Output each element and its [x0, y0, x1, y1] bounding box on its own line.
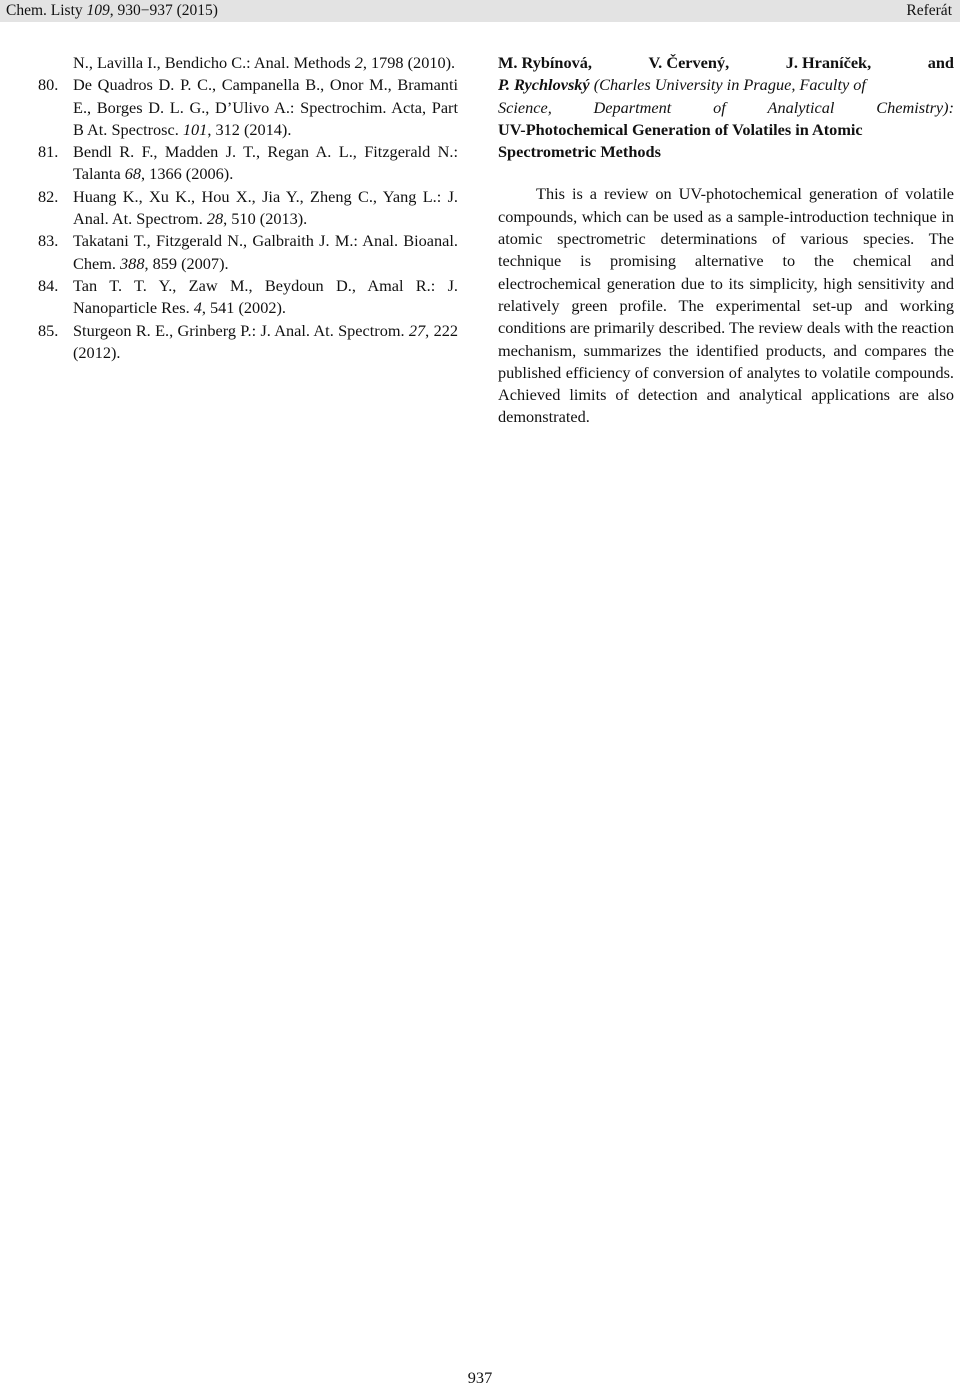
- reference-continued: N., Lavilla I., Bendicho C.: Anal. Methods 2, 1798 (2010).: [73, 53, 456, 72]
- reference-81: 81. Bendl R. F., Madden J. T., Regan A. L., Fitzgerald N.: Talanta 68, 1366 (2006).: [38, 142, 458, 184]
- article-title: UV-Photochemical Generation of Volatiles in Atomic Spectrometric Methods: [498, 119, 863, 162]
- abstract-text: This is a review on UV-photochemical generation of volatile compounds, which can be used as a sample-introduction technique in atomic spectrometric determinations of various species. The technique is promising alternative to the chemical and electrochemical generation due to its simplicity, high sensitivity and relatively green profile. The experimental set-up and working conditions are primarily described. The review deals with the reaction mechanism, summarizes the identified products, and compares the published efficiency of conversion of analytes to volatile compounds. Achieved limits of detection and analytical applications are also demonstrated.: [498, 184, 954, 427]
- affiliation-line: Science, Department of Analytical Chemistry):: [498, 97, 954, 117]
- running-header: [0, 0, 960, 22]
- reference-85: 85. Sturgeon R. E., Grinberg P.: J. Anal. At. Spectrom. 27, 222 (2012).: [38, 320, 458, 362]
- reference-83: 83. Takatani T., Fitzgerald N., Galbraith J. M.: Anal. Bioanal. Chem. 388, 859 (2007).: [38, 231, 458, 273]
- section-label: Referát: [906, 2, 952, 19]
- authors-line: M. Rybínová, V. Červený, J. Hraníček, and: [498, 53, 954, 72]
- author-affiliation: P. Rychlovský (Charles University in Prague, Faculty of: [498, 75, 866, 95]
- page-number: 937: [467, 1368, 493, 1387]
- references-column: [38, 52, 458, 364]
- reference-84: 84. Tan T. T. Y., Zaw M., Beydoun D., Amal R.: J. Nanoparticle Res. 4, 541 (2002).: [38, 275, 458, 318]
- article-abstract-column: [498, 52, 954, 429]
- journal-citation: Chem. Listy 109, 930−937 (2015): [6, 2, 218, 19]
- reference-80: 80. De Quadros D. P. C., Campanella B., Onor M., Bramanti E., Borges D. L. G., D’Ulivo A.: Spectrochim. Acta, Part B At. Spectrosc. 101, 312 (2014).: [38, 75, 458, 139]
- reference-82: 82. Huang K., Xu K., Hou X., Jia Y., Zheng C., Yang L.: J. Anal. At. Spectrom. 28, 510 (2013).: [38, 186, 458, 229]
